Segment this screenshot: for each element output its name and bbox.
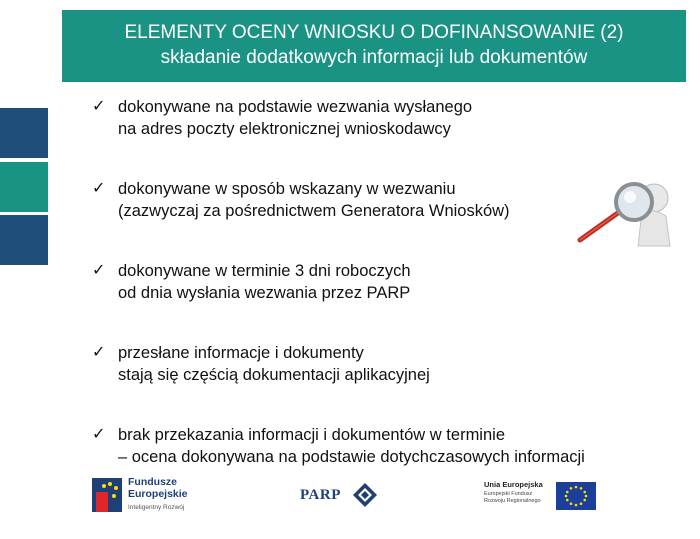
bullet-line-1: dokonywane w terminie 3 dni roboczych xyxy=(118,262,411,280)
eu-flag-icon xyxy=(556,482,596,510)
parp-text: PARP xyxy=(300,487,341,503)
bullet-line-2: (zazwyczaj za pośrednictwem Generatora Wniosków) xyxy=(118,202,510,220)
parp-emblem-icon xyxy=(352,482,378,508)
bullet-line-2: na adres poczty elektronicznej wnioskodawcy xyxy=(118,120,451,138)
eu-subtitle: Europejski Fundusz Rozwoju Regionalnego xyxy=(484,491,541,504)
fe-line-1: Fundusze xyxy=(128,476,177,488)
person-magnifier-icon xyxy=(572,160,684,252)
bullet-line-2: od dnia wysłania wezwania przez PARP xyxy=(118,284,411,302)
side-accent-block-2 xyxy=(0,162,48,212)
eu-logo xyxy=(480,478,600,514)
bullet-line-2: – ocena dokonywana na podstawie dotychczasowych informacji xyxy=(118,448,585,466)
bullet-line-2: stają się częścią dokumentacji aplikacyjnej xyxy=(118,366,430,384)
bullet-line-1: dokonywane w sposób wskazany w wezwaniu xyxy=(118,180,456,198)
title-line-1: ELEMENTY OCENY WNIOSKU O DOFINANSOWANIE (2) xyxy=(124,22,624,43)
eu-title: Unia Europejska xyxy=(484,480,543,489)
side-accent-block-3 xyxy=(0,215,48,265)
checkmark-icon: ✓ xyxy=(92,262,106,279)
parp-logo xyxy=(300,482,380,510)
bullet-line-1: brak przekazania informacji i dokumentów w terminie xyxy=(118,426,505,444)
checkmark-icon: ✓ xyxy=(92,98,106,115)
bullet-line-1: przesłane informacje i dokumenty xyxy=(118,344,364,362)
fe-subtitle: Inteligentny Rozwój xyxy=(128,504,185,511)
side-accent-block-1 xyxy=(0,108,48,158)
fe-line-2: Europejskie xyxy=(128,488,188,500)
fundusze-europejskie-logo xyxy=(92,472,222,518)
checkmark-icon: ✓ xyxy=(92,344,106,361)
slide-title xyxy=(62,10,686,82)
bullet-line-1: dokonywane na podstawie wezwania wysłanego xyxy=(118,98,473,116)
checkmark-icon: ✓ xyxy=(92,180,106,197)
fe-emblem-icon xyxy=(92,474,124,514)
checkmark-icon: ✓ xyxy=(92,426,106,443)
title-line-2: składanie dodatkowych informacji lub dokumentów xyxy=(160,47,588,68)
